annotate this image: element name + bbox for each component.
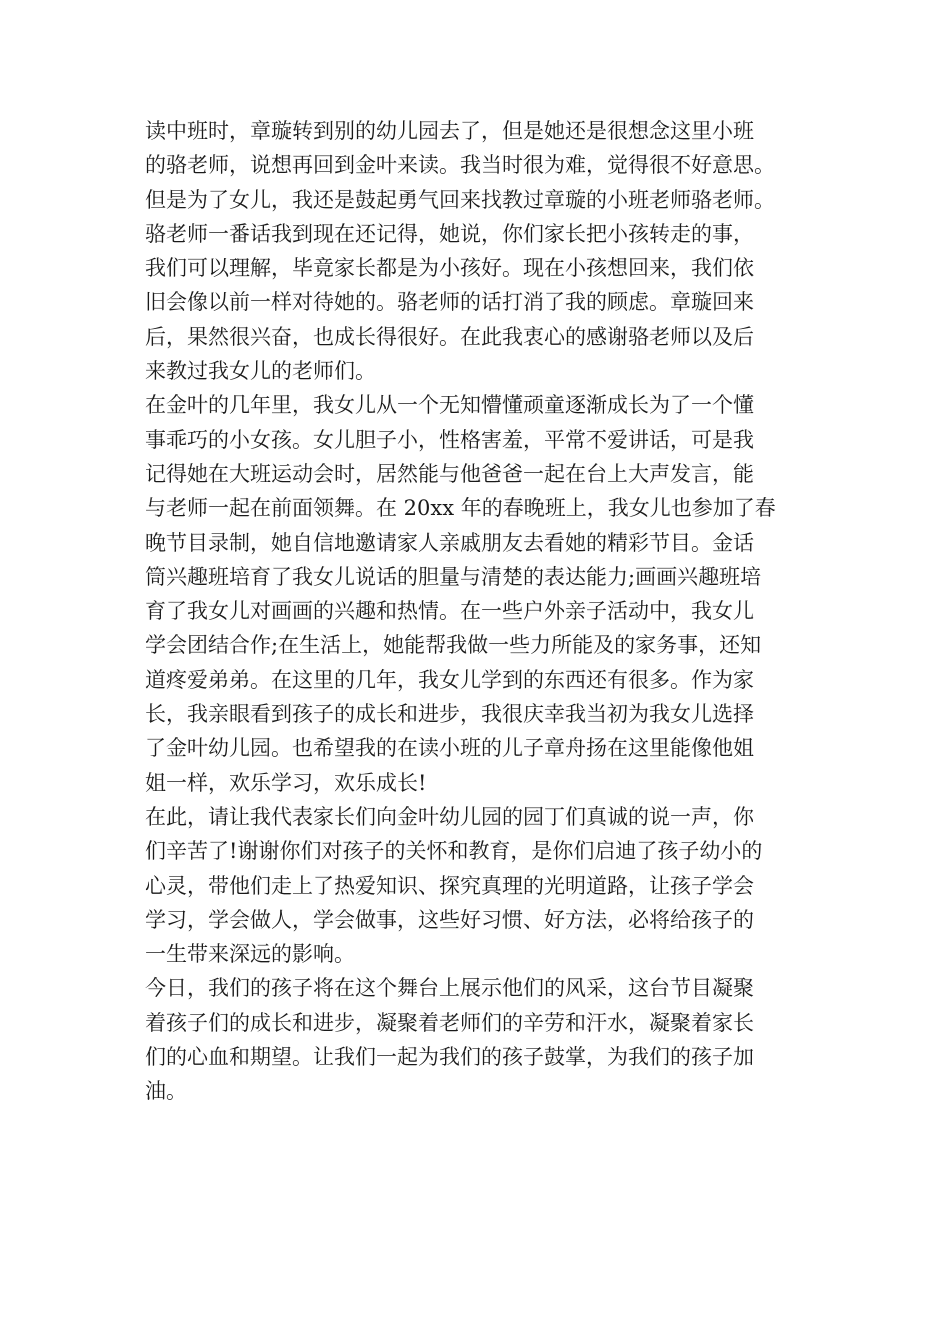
text-line: 姐一样，欢乐学习，欢乐成长! <box>145 770 427 795</box>
text-line: 来教过我女儿的老师们。 <box>145 359 376 384</box>
text-line: 今日，我们的孩子将在这个舞台上展示他们的风采，这台节目凝聚 <box>145 976 754 1001</box>
text-line: 骆老师一番话我到现在还记得，她说，你们家长把小孩转走的事， <box>145 221 754 246</box>
text-line: 们辛苦了!谢谢你们对孩子的关怀和教育，是你们启迪了孩子幼小的 <box>145 839 763 864</box>
text-line: 但是为了女儿，我还是鼓起勇气回来找教过章璇的小班老师骆老师。 <box>145 187 775 212</box>
text-line: 读中班时，章璇转到别的幼儿园去了，但是她还是很想念这里小班 <box>145 119 754 143</box>
text-line: 育了我女儿对画画的兴趣和热情。在一些户外亲子活动中，我女儿 <box>145 599 754 624</box>
text-line: 们的心血和期望。让我们一起为我们的孩子鼓掌，为我们的孩子加 <box>145 1045 754 1070</box>
text-line: 记得她在大班运动会时，居然能与他爸爸一起在台上大声发言，能 <box>145 461 754 486</box>
text-line: 在此，请让我代表家长们向金叶幼儿园的园丁们真诚的说一声，你 <box>145 804 754 829</box>
text-line: 的骆老师，说想再回到金叶来读。我当时很为难，觉得很不好意思。 <box>145 153 775 178</box>
text-line: 晚节目录制，她自信地邀请家人亲戚朋友去看她的精彩节目。金话 <box>145 530 754 555</box>
text-line: 学会团结合作;在生活上，她能帮我做一些力所能及的家务事，还知 <box>145 633 762 658</box>
text-line: 我们可以理解，毕竟家长都是为小孩好。现在小孩想回来，我们依 <box>145 256 754 281</box>
text-line: 了金叶幼儿园。也希望我的在读小班的儿子章舟扬在这里能像他姐 <box>145 736 754 761</box>
text-line: 与老师一起在前面领舞。在 20xx 年的春晚班上，我女儿也参加了春 <box>145 496 776 521</box>
text-line: 事乖巧的小女孩。女儿胆子小，性格害羞，平常不爱讲话，可是我 <box>145 427 754 452</box>
text-line: 后，果然很兴奋，也成长得很好。在此我衷心的感谢骆老师以及后 <box>145 324 754 349</box>
text-line: 学习，学会做人，学会做事，这些好习惯、好方法，必将给孩子的 <box>145 907 754 932</box>
text-line: 一生带来深远的影响。 <box>145 942 355 967</box>
text-line: 旧会像以前一样对待她的。骆老师的话打消了我的顾虑。章璇回来 <box>145 290 754 315</box>
text-line: 油。 <box>145 1079 187 1104</box>
text-line: 长，我亲眼看到孩子的成长和进步，我很庆幸我当初为我女儿选择 <box>145 702 754 727</box>
text-line: 着孩子们的成长和进步，凝聚着老师们的辛劳和汗水，凝聚着家长 <box>145 1010 754 1035</box>
document-body <box>145 114 825 1109</box>
text-line: 在金叶的几年里，我女儿从一个无知懵懂顽童逐渐成长为了一个懂 <box>145 393 754 418</box>
text-line: 道疼爱弟弟。在这里的几年，我女儿学到的东西还有很多。作为家 <box>145 667 754 692</box>
text-line: 心灵，带他们走上了热爱知识、探究真理的光明道路，让孩子学会 <box>145 873 754 898</box>
text-line: 筒兴趣班培育了我女儿说话的胆量与清楚的表达能力;画画兴趣班培 <box>145 564 762 589</box>
